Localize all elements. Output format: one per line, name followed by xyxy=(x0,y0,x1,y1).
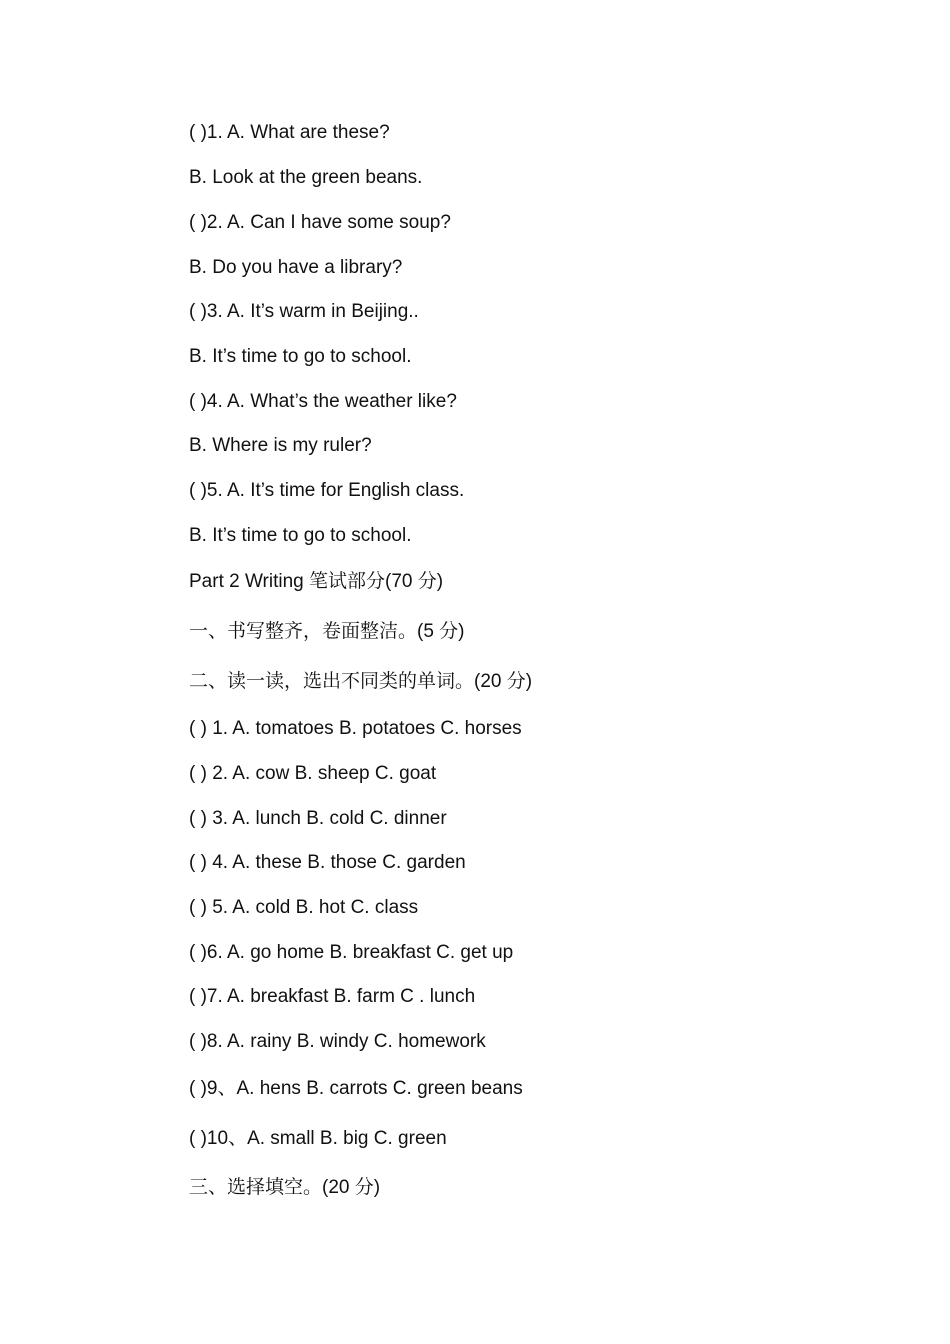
word-question-4: ( ) 4. A. these B. those C. garden xyxy=(189,852,466,873)
word-question-10: ( )10、A. small B. big C. green xyxy=(189,1128,447,1149)
question-3-option-a: ( )3. A. It’s warm in Beijing.. xyxy=(189,301,419,322)
question-2-option-a: ( )2. A. Can I have some soup? xyxy=(189,212,451,233)
question-3-option-b: B. It’s time to go to school. xyxy=(189,346,412,367)
word-question-1: ( ) 1. A. tomatoes B. potatoes C. horses xyxy=(189,718,522,739)
question-5-option-a: ( )5. A. It’s time for English class. xyxy=(189,480,465,501)
section-2-heading: 二、读一读，选出不同类的单词。(20 分) xyxy=(189,671,533,692)
word-question-6: ( )6. A. go home B. breakfast C. get up xyxy=(189,942,514,963)
question-1-option-a: ( )1. A. What are these? xyxy=(189,122,390,143)
question-4-option-a: ( )4. A. What’s the weather like? xyxy=(189,391,457,412)
question-4-option-b: B. Where is my ruler? xyxy=(189,435,372,456)
section-1-heading: 一、书写整齐，卷面整洁。(5 分) xyxy=(189,621,465,642)
word-question-5: ( ) 5. A. cold B. hot C. class xyxy=(189,897,419,918)
word-question-8: ( )8. A. rainy B. windy C. homework xyxy=(189,1031,486,1052)
question-5-option-b: B. It’s time to go to school. xyxy=(189,525,412,546)
word-question-2: ( ) 2. A. cow B. sheep C. goat xyxy=(189,763,437,784)
question-2-option-b: B. Do you have a library? xyxy=(189,257,403,278)
word-question-7: ( )7. A. breakfast B. farm C . lunch xyxy=(189,986,476,1007)
question-1-option-b: B. Look at the green beans. xyxy=(189,167,423,188)
section-3-heading: 三、选择填空。(20 分) xyxy=(189,1177,381,1198)
word-question-3: ( ) 3. A. lunch B. cold C. dinner xyxy=(189,808,447,829)
word-question-9: ( )9、A. hens B. carrots C. green beans xyxy=(189,1078,523,1099)
part-2-heading: Part 2 Writing 笔试部分(70 分) xyxy=(189,571,444,592)
